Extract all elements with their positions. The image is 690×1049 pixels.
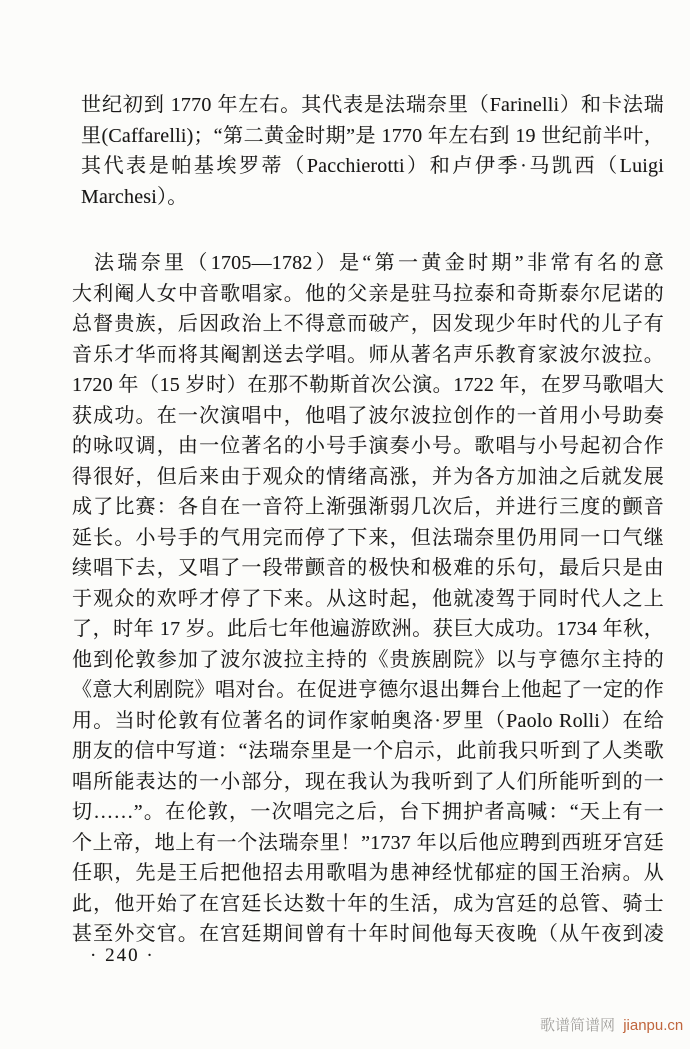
watermark-site-url: jianpu.cn: [623, 1017, 684, 1034]
text-line: 切……”。在伦敦，一次唱完之后，台下拥护者高喊：“天上有一: [72, 801, 664, 823]
text-line: 里(Caffarelli)；“第二黄金时期”是 1770 年左右到 19 世纪前半叶，: [81, 124, 664, 147]
text-line: 于观众的欢呼才停了下来。从这时起，他就凌驾于同时代人之上: [72, 587, 664, 610]
text-line: 延长。小号手的气用完而停了下来，但法瑞奈里仍用同一口气继: [72, 526, 664, 549]
text-line: 甚至外交官。在宫廷期间曾有十年时间他每天夜晚（从午夜到凌: [72, 923, 664, 945]
text-line: 成了比赛：各自在一音符上渐强渐弱几次后，并进行三度的颤音: [72, 496, 664, 518]
text-line: 总督贵族，后因政治上不得意而破产，因发现少年时代的儿子有: [72, 313, 664, 335]
text-line: 其代表是帕基埃罗蒂（Pacchierotti）和卢伊季·马凯西（Luigi: [81, 155, 664, 177]
text-line: 大利阉人女中音歌唱家。他的父亲是驻马拉泰和奇斯泰尔尼诺的: [72, 282, 664, 305]
text-line: 他到伦敦参加了波尔波拉主持的《贵族剧院》以与亨德尔主持的: [72, 648, 664, 671]
text-line: 获成功。在一次演唱中，他唱了波尔波拉创作的一首用小号助奏: [72, 404, 664, 427]
watermark-site-name: 歌谱简谱网: [540, 1017, 616, 1034]
text-line: Marchesi）。: [81, 185, 188, 208]
text-line: 唱所能表达的一小部分，现在我认为我听到了人们所能听到的一: [72, 770, 664, 793]
text-line: 此，他开始了在宫廷长达数十年的生活，成为宫廷的总管、骑士: [72, 892, 664, 915]
text-line: 1720 年（15 岁时）在那不勒斯首次公演。1722 年，在罗马歌唱大: [72, 374, 664, 396]
page-number: · 240 ·: [90, 945, 155, 966]
text-line: 《意大利剧院》唱对台。在促进亨德尔退出舞台上他起了一定的作: [72, 679, 664, 701]
text-line: 了，时年 17 岁。此后七年他遍游欧洲。获巨大成功。1734 年秋，: [72, 618, 664, 640]
paragraph-farinelli-biography: [72, 248, 664, 950]
text-line: 任职，先是王后把他招去用歌唱为患神经忧郁症的国王治病。从: [72, 862, 664, 884]
page-body: [72, 90, 664, 950]
text-line: 朋友的信中写道：“法瑞奈里是一个启示，此前我只听到了人类歌: [72, 740, 664, 762]
text-line: 法瑞奈里（1705—1782）是“第一黄金时期”非常有名的意: [94, 252, 664, 274]
text-line: 世纪初到 1770 年左右。其代表是法瑞奈里（Farinelli）和卡法瑞: [81, 94, 664, 116]
text-line: 得很好，但后来由于观众的情绪高涨，并为各方加油之后就发展: [72, 465, 664, 488]
text-line: 续唱下去，又唱了一段带颤音的极快和极难的乐句，最后只是由: [72, 557, 664, 579]
watermark: [540, 1014, 683, 1035]
text-line: 音乐才华而将其阉割送去学唱。师从著名声乐教育家波尔波拉。: [72, 343, 664, 366]
text-line: 用。当时伦敦有位著名的词作家帕奥洛·罗里（Paolo Rolli）在给: [72, 709, 664, 732]
paragraph-golden-periods: [81, 90, 664, 212]
text-line: 的咏叹调，由一位著名的小号手演奏小号。歌唱与小号起初合作: [72, 435, 664, 457]
text-line: 个上帝，地上有一个法瑞奈里！”1737 年以后他应聘到西班牙宫廷: [72, 831, 664, 854]
